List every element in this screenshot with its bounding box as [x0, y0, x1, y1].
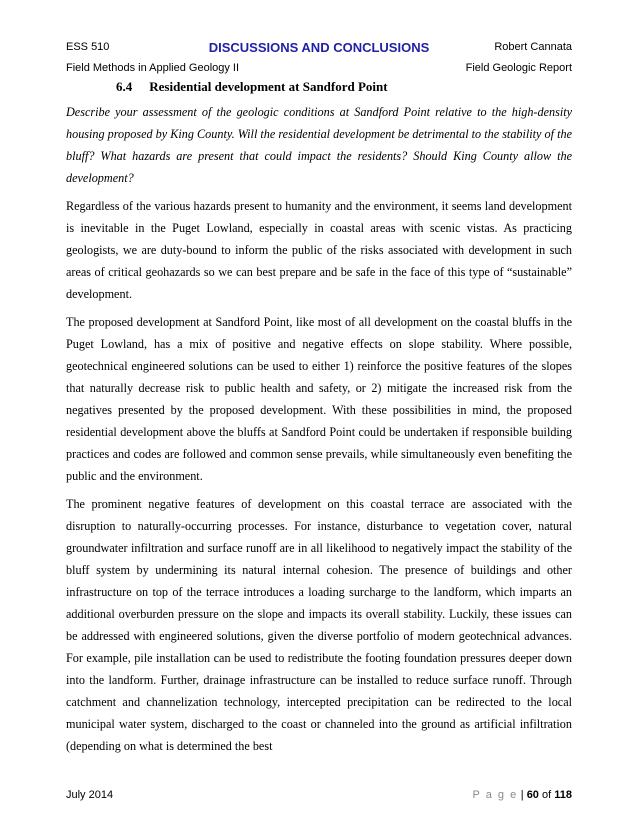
footer: [66, 789, 572, 803]
header-row-2: [66, 62, 572, 76]
body-paragraph: The proposed development at Sandford Point, like most of all development on the coastal bluffs in the Puget Lowland, has a mix of positive and negative effects on slope stability. Where possible, geotechnical engineered solutions can be used to either 1) reinforce the positive features of the slopes that naturally decrease risk to public health and safety, or 2) mitigate the increased risk from the negatives presented by the proposed development. With these possibilities in mind, the proposed residential development above the bluffs at Sandford Point could be undertaken if responsible building practices and codes are followed and common sense prevails, while simultaneously even benefiting the public and the environment.: [66, 315, 572, 483]
section-heading: [116, 79, 388, 95]
header-author: Robert Cannata: [494, 41, 572, 53]
question-paragraph: Describe your assessment of the geologic conditions at Sandford Point relative to the high-density housing proposed by King County. Will the residential development be detrimental to the stability of the bluff? What hazards are present that could impact the residents? Should King County allow the development?: [66, 105, 572, 185]
body-paragraph: Regardless of the various hazards present to humanity and the environment, it seems land development is inevitable in the Puget Lowland, especially in coastal areas with scenic vistas. As practicing geologists, we are duty-bound to inform the public of the risks associated with development in such areas of critical geohazards so we can best prepare and be safe in the face of this type of “sustainable” development.: [66, 199, 572, 301]
section-number: 6.4: [116, 79, 133, 94]
footer-separator: |: [520, 789, 524, 801]
header-report: Field Geologic Report: [465, 62, 572, 74]
footer-date: July 2014: [66, 789, 114, 801]
header-row-1: [66, 41, 572, 57]
footer-total-pages: 118: [554, 789, 572, 801]
header-course: ESS 510: [66, 41, 110, 53]
section-title: Residential development at Sandford Point: [149, 79, 388, 94]
footer-page-number: 60: [526, 789, 539, 801]
body-paragraph: The prominent negative features of development on this coastal terrace are associated with the disruption to naturally-occurring processes. For instance, disturbance to vegetation cover, natural groundwater infiltration and surface runoff are in all likelihood to negatively impact the stability of the bluff system by undermining its natural internal cohesion. The presence of buildings and other infrastructure on top of the terrace introduces a loading surcharge to the landform, which imparts an additional overburden pressure on the slope and impacts its overall stability. Luckily, these issues can be addressed with engineered solutions, given the diverse portfolio of modern geotechnical advances. For example, pile installation can be used to redistribute the footing foundation pressures deeper down into the landform. Further, drainage infrastructure can be installed to reduce surface runoff. Through catchment and channelization technology, intercepted precipitation can be redirected to the local municipal water system, discharged to the coast or channeled into the ground as artificial infiltration (depending on what is determined the best: [66, 497, 572, 753]
footer-of: of: [542, 789, 552, 801]
header-section-title: DISCUSSIONS AND CONCLUSIONS: [208, 40, 430, 55]
footer-page-label: P a g e: [472, 789, 518, 801]
header-course-name: Field Methods in Applied Geology II: [66, 62, 240, 74]
body-text: [66, 101, 572, 763]
footer-page-info: [473, 789, 572, 801]
